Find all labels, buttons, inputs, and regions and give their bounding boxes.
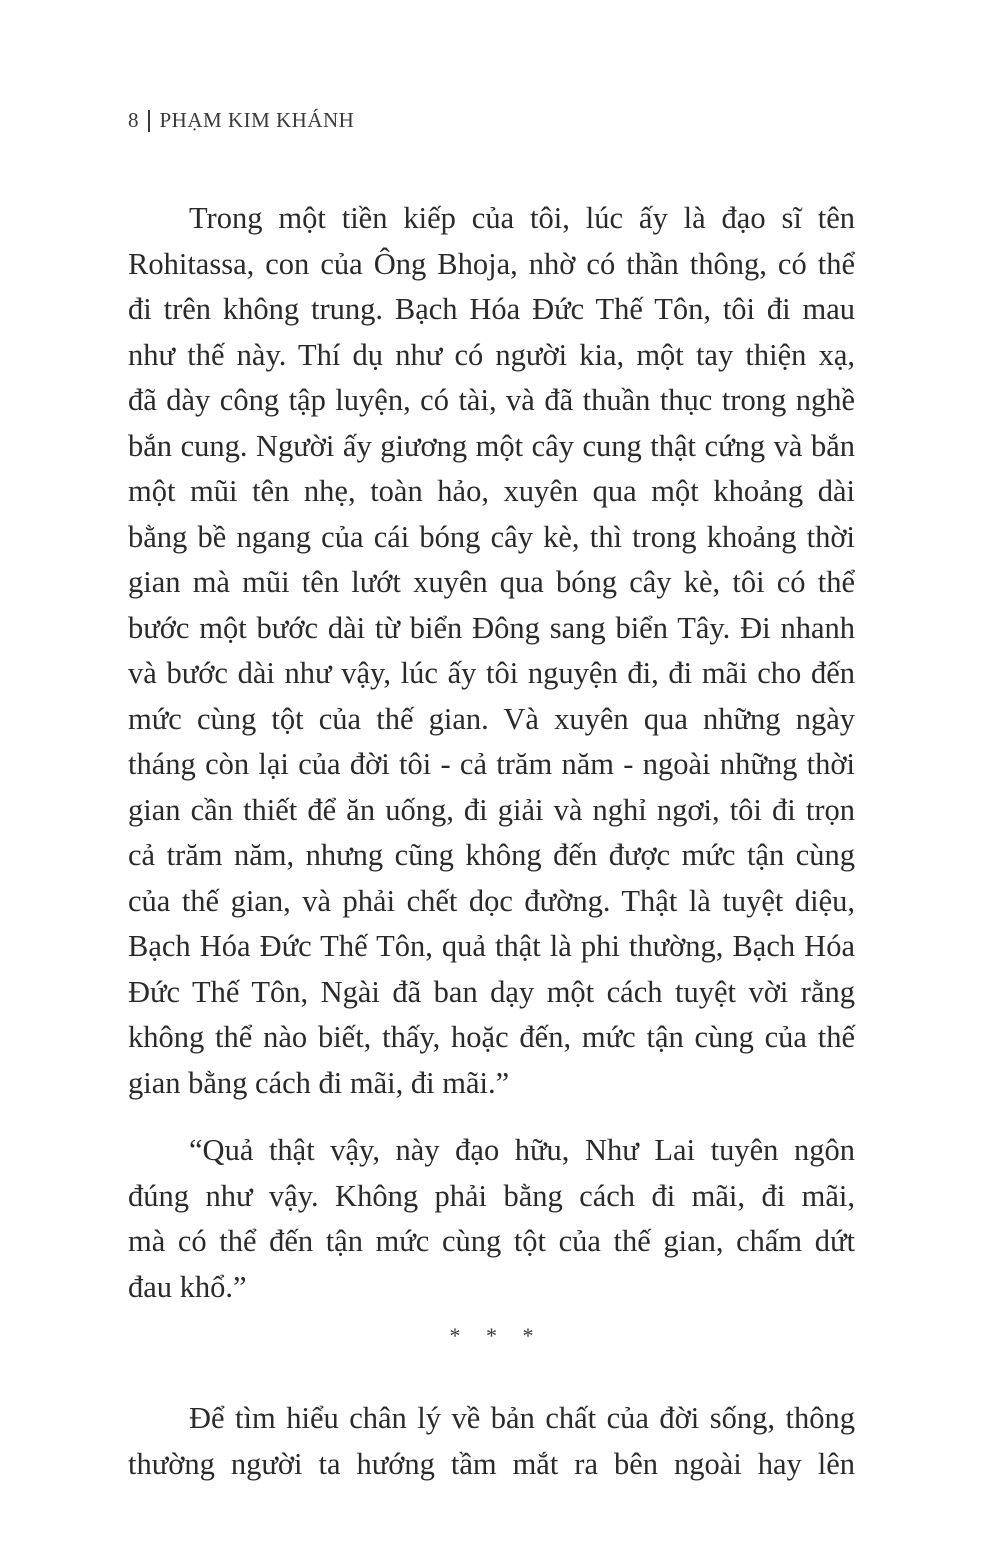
author-name: PHẠM KIM KHÁNH bbox=[159, 108, 355, 132]
text-line: Trong một tiền kiếp của tôi, lúc ấy là đạo sĩ tên bbox=[189, 201, 855, 235]
text-line: gian mà mũi tên lướt xuyên qua bóng cây kè, tôi có thể bbox=[128, 565, 855, 599]
text-line: Bạch Hóa Đức Thế Tôn, quả thật là phi thường, Bạch Hóa bbox=[128, 929, 855, 963]
text-line: mà có thể đến tận mức cùng tột của thế gian, chấm dứt bbox=[128, 1224, 855, 1258]
text-line: gian bằng cách đi mãi, đi mãi.” bbox=[128, 1065, 510, 1100]
paragraph-3 bbox=[128, 1396, 855, 1487]
text-line: đã dày công tập luyện, có tài, và đã thuần thục trong nghề bbox=[128, 383, 855, 417]
text-line: bắn cung. Người ấy giương một cây cung thật cứng và bắn bbox=[128, 428, 855, 463]
text-line: một mũi tên nhẹ, toàn hảo, xuyên qua một khoảng dài bbox=[128, 474, 855, 508]
text-line: bằng bề ngang của cái bóng cây kè, thì trong khoảng thời bbox=[128, 519, 855, 554]
text-line: đúng như vậy. Không phải bằng cách đi mãi, đi mãi, bbox=[128, 1178, 855, 1213]
running-head bbox=[128, 108, 354, 133]
text-line: gian cần thiết để ăn uống, đi giải và nghỉ ngơi, tôi đi trọn bbox=[128, 792, 855, 827]
text-line: đi trên không trung. Bạch Hóa Đức Thế Tôn, tôi đi mau bbox=[128, 292, 855, 326]
text-line: thường người ta hướng tầm mắt ra bên ngoài hay lên bbox=[128, 1446, 855, 1481]
text-line: Rohitassa, con của Ông Bhoja, nhờ có thần thông, có thể bbox=[128, 246, 855, 281]
text-line: và bước dài như vậy, lúc ấy tôi nguyện đi, đi mãi cho đến bbox=[128, 656, 855, 690]
text-line: bước một bước dài từ biển Đông sang biển Tây. Đi nhanh bbox=[128, 610, 855, 645]
text-line: Để tìm hiểu chân lý về bản chất của đời sống, thông bbox=[189, 1401, 855, 1435]
section-separator: * * * bbox=[449, 1323, 544, 1348]
text-line: mức cùng tột của thế gian. Và xuyên qua những ngày bbox=[128, 701, 855, 736]
page-body bbox=[128, 196, 855, 1487]
text-line: đau khổ.” bbox=[128, 1269, 247, 1304]
text-line: như thế này. Thí dụ như có người kia, một tay thiện xạ, bbox=[128, 337, 855, 372]
text-line: Đức Thế Tôn, Ngài đã ban dạy một cách tuyệt vời rằng bbox=[128, 974, 855, 1009]
text-line: cả trăm năm, nhưng cũng không đến được mức tận cùng bbox=[128, 838, 855, 872]
paragraph-spacer bbox=[128, 1106, 855, 1128]
paragraph-2 bbox=[128, 1128, 855, 1310]
text-line: của thế gian, và phải chết dọc đường. Thật là tuyệt diệu, bbox=[128, 883, 855, 918]
text-line: không thể nào biết, thấy, hoặc đến, mức tận cùng của thế bbox=[128, 1020, 855, 1054]
header-divider bbox=[148, 110, 150, 132]
text-line: tháng còn lại của đời tôi - cả trăm năm - ngoài những thời bbox=[128, 747, 855, 781]
page-number: 8 bbox=[128, 108, 139, 132]
paragraph-1 bbox=[128, 196, 855, 1106]
text-line: “Quả thật vậy, này đạo hữu, Như Lai tuyên ngôn bbox=[189, 1133, 855, 1167]
